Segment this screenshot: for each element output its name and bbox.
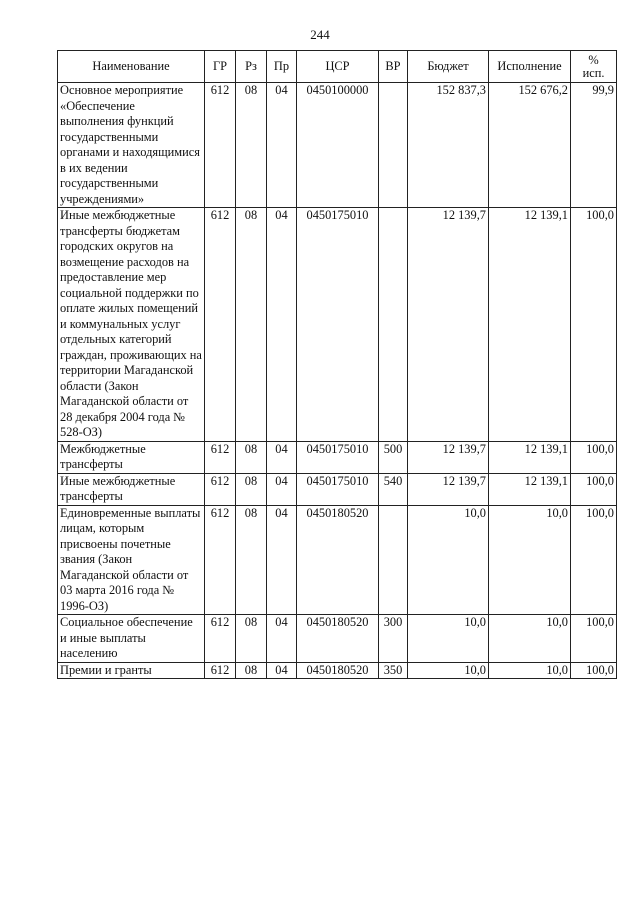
cell-pr: 04 [267,505,297,615]
cell-vr: 540 [379,473,408,505]
header-csr: ЦСР [297,51,379,83]
cell-percent: 100,0 [571,615,617,663]
cell-vr: 350 [379,662,408,679]
header-name: Наименование [58,51,205,83]
cell-rz: 08 [236,473,267,505]
cell-gr: 612 [205,662,236,679]
table-header-row [58,51,617,83]
cell-budget: 152 837,3 [408,83,489,208]
cell-rz: 08 [236,615,267,663]
cell-gr: 612 [205,473,236,505]
cell-percent: 99,9 [571,83,617,208]
cell-csr: 0450180520 [297,662,379,679]
cell-name: Иные межбюджетные трансферты бюджетам городских округов на возмещение расходов на предоставление мер социальной поддержки по оплате жилых помещений и коммунальных услуг отдельных категорий граждан, проживающих на территории Магаданской области (Закон Магаданской области от 28 декабря 2004 года № 528-ОЗ) [58,208,205,442]
table-row [58,615,617,663]
cell-name: Социальное обеспечение и иные выплаты населению [58,615,205,663]
cell-budget: 12 139,7 [408,473,489,505]
cell-name: Премии и гранты [58,662,205,679]
cell-pr: 04 [267,473,297,505]
cell-budget: 10,0 [408,615,489,663]
cell-execution: 12 139,1 [489,208,571,442]
cell-execution: 10,0 [489,662,571,679]
header-execution: Исполнение [489,51,571,83]
cell-csr: 0450180520 [297,505,379,615]
cell-execution: 12 139,1 [489,441,571,473]
cell-execution: 10,0 [489,615,571,663]
cell-execution: 12 139,1 [489,473,571,505]
header-vr: ВР [379,51,408,83]
cell-rz: 08 [236,505,267,615]
cell-vr: 300 [379,615,408,663]
cell-vr [379,505,408,615]
table-row [58,662,617,679]
cell-percent: 100,0 [571,208,617,442]
table-row [58,441,617,473]
cell-budget: 12 139,7 [408,208,489,442]
cell-rz: 08 [236,83,267,208]
cell-csr: 0450100000 [297,83,379,208]
cell-name: Межбюджетные трансферты [58,441,205,473]
cell-csr: 0450175010 [297,208,379,442]
cell-execution: 10,0 [489,505,571,615]
cell-pr: 04 [267,83,297,208]
cell-gr: 612 [205,615,236,663]
cell-percent: 100,0 [571,473,617,505]
cell-budget: 10,0 [408,505,489,615]
cell-gr: 612 [205,441,236,473]
table-row [58,473,617,505]
cell-rz: 08 [236,441,267,473]
cell-gr: 612 [205,83,236,208]
cell-vr [379,208,408,442]
cell-percent: 100,0 [571,505,617,615]
cell-rz: 08 [236,208,267,442]
cell-csr: 0450180520 [297,615,379,663]
cell-percent: 100,0 [571,662,617,679]
table-row [58,208,617,442]
header-pr: Пр [267,51,297,83]
header-rz: Рз [236,51,267,83]
table-row [58,505,617,615]
cell-gr: 612 [205,505,236,615]
budget-execution-table [57,50,617,679]
table-row [58,83,617,208]
cell-execution: 152 676,2 [489,83,571,208]
cell-budget: 10,0 [408,662,489,679]
cell-vr [379,83,408,208]
header-percent: % исп. [571,51,617,83]
cell-pr: 04 [267,615,297,663]
page-number: 244 [310,27,330,42]
cell-pr: 04 [267,208,297,442]
cell-budget: 12 139,7 [408,441,489,473]
header-gr: ГР [205,51,236,83]
cell-csr: 0450175010 [297,441,379,473]
cell-vr: 500 [379,441,408,473]
cell-rz: 08 [236,662,267,679]
header-budget: Бюджет [408,51,489,83]
cell-name: Иные межбюджетные трансферты [58,473,205,505]
cell-gr: 612 [205,208,236,442]
cell-pr: 04 [267,441,297,473]
cell-name: Единовременные выплаты лицам, которым присвоены почетные звания (Закон Магаданской области от 03 марта 2016 года № 1996-ОЗ) [58,505,205,615]
cell-name: Основное мероприятие «Обеспечение выполнения функций государственными органами и находящимися в их ведении государственными учреждениями» [58,83,205,208]
cell-percent: 100,0 [571,441,617,473]
cell-pr: 04 [267,662,297,679]
cell-csr: 0450175010 [297,473,379,505]
